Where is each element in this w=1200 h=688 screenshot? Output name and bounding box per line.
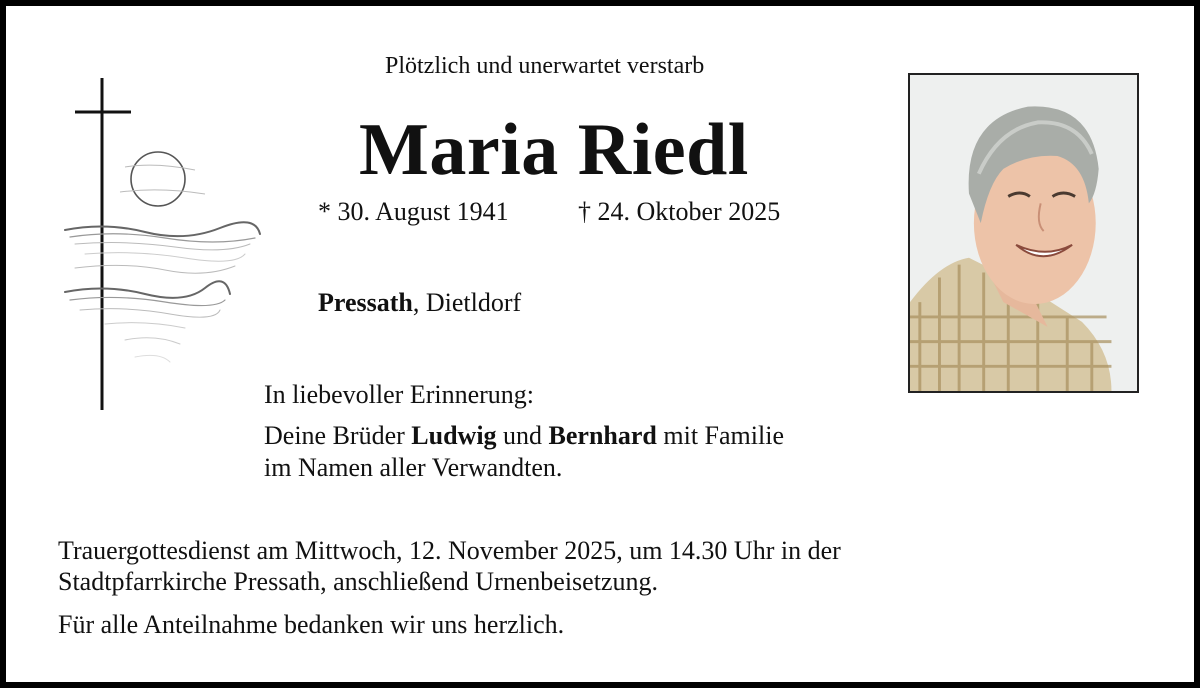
service-line-2: Stadtpfarrkirche Pressath, anschließend Urnenbeisetzung.: [58, 567, 658, 596]
cross-icon: [75, 78, 131, 410]
intro-line: Plötzlich und unerwartet verstarb: [385, 53, 705, 79]
place-village: , Dietldorf: [412, 288, 522, 317]
brother-2: Bernhard: [548, 421, 657, 450]
memory-line: In liebevoller Erinnerung:: [264, 380, 535, 409]
family-line-1: [264, 421, 784, 451]
family-prefix: Deine Brüder: [264, 421, 412, 450]
brother-1: Ludwig: [411, 421, 497, 450]
service-line-1: Trauergottesdienst am Mittwoch, 12. November 2025, um 14.30 Uhr in der: [58, 536, 841, 565]
place-town: Pressath: [318, 288, 413, 317]
sea-sketch: [65, 222, 260, 362]
family-suffix: mit Familie: [656, 421, 784, 450]
cross-sun-sea-illustration: [45, 72, 275, 417]
death-date: † 24. Oktober 2025: [578, 197, 781, 226]
family-line-2: im Namen aller Verwandten.: [264, 453, 563, 482]
place-line: [318, 288, 521, 318]
sun-icon: [120, 152, 205, 206]
thanks-line: Für alle Anteilnahme bedanken wir uns herzlich.: [58, 610, 565, 639]
portrait-photo: [908, 73, 1139, 393]
deceased-name: Maria Riedl: [359, 109, 749, 191]
birth-date: * 30. August 1941: [318, 197, 509, 226]
family-middle: und: [496, 421, 549, 450]
